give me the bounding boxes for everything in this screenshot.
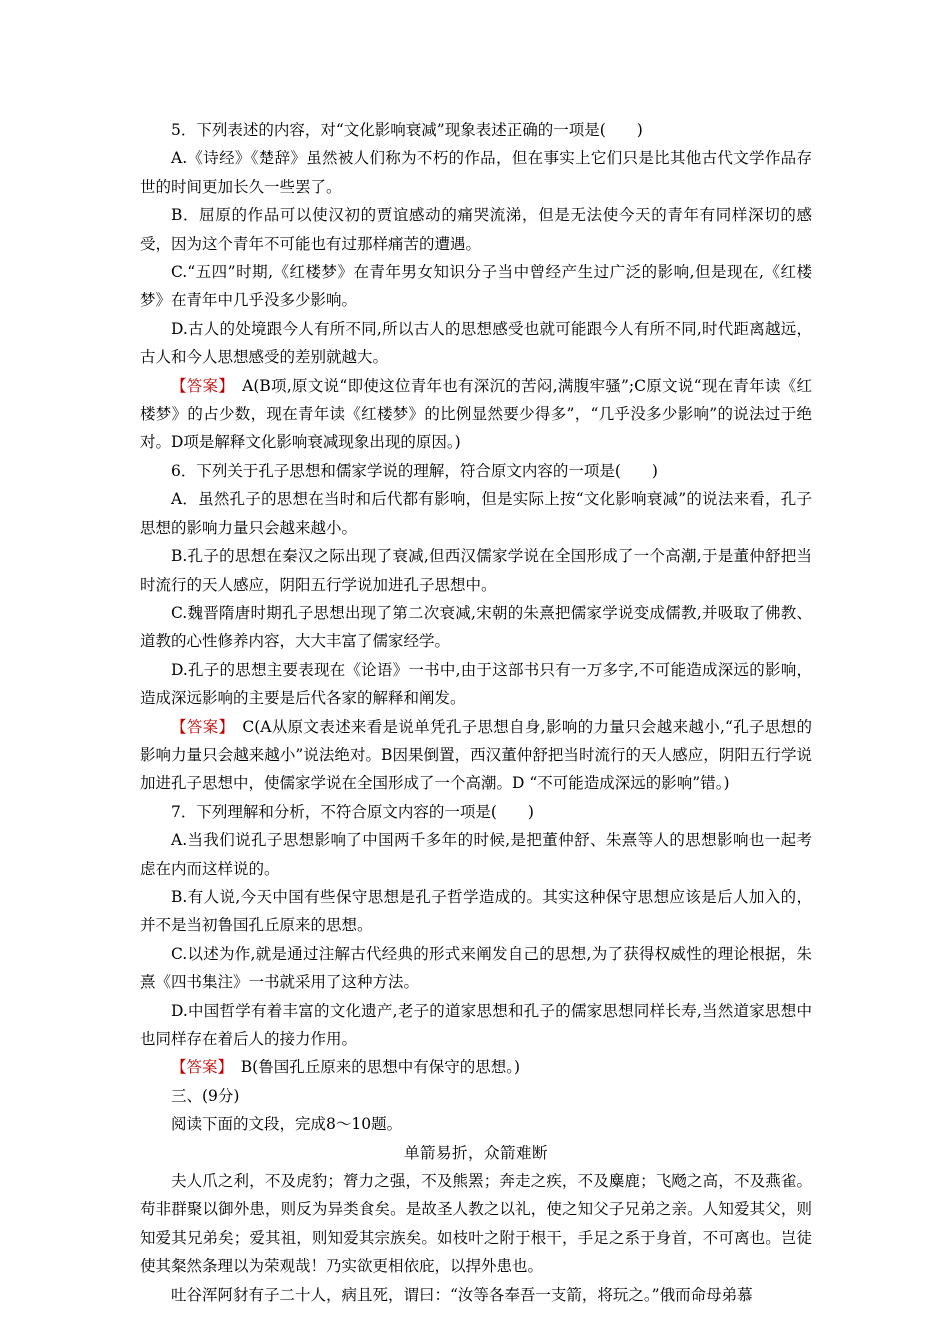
question-7-stem: 7．下列理解和分析，不符合原文内容的一项是( ): [171, 802, 534, 821]
question-5-option-d: D.古人的处境跟今人有所不同,所以古人的思想感受也就可能跟今人有所不同,时代距离越远，古人和今人思想感受的差别就越大。: [140, 319, 812, 367]
passage-paragraph-2: 吐谷浑阿豺有子二十人，病且死，谓曰：“汝等各奉吾一支箭，将玩之。”俄而命母弟慕: [171, 1285, 753, 1304]
question-6-option-c: C.魏晋隋唐时期孔子思想出现了第二次衰减,宋朝的朱熹把儒家学说变成儒教,并吸取了佛教、道教的心性修养内容，大大丰富了儒家经学。: [140, 603, 812, 651]
question-7-option-a: A.当我们说孔子思想影响了中国两千多年的时候,是把董仲舒、朱熹等人的思想影响也一起考虑在内而这样说的。: [140, 831, 812, 878]
answer-tag: 【答案】: [171, 717, 227, 736]
answer-tag: 【答案】: [171, 376, 227, 395]
reading-instruction: 阅读下面的文段，完成8～10题。: [171, 1115, 403, 1134]
passage-paragraph-1: 夫人爪之利，不及虎豹；膂力之强，不及熊罴；奔走之疾，不及麋鹿；飞飏之高，不及燕雀。苟非群聚以御外患，则反为异类食矣。是故圣人教之以礼，使之知父子兄弟之亲。人知爱其父，则知爱其兄弟矣；爱其祖，则知爱其宗族矣。如枝叶之附于根干，手足之系于身首，不可离也。岂徒使其粲然条理以为荣观哉！乃实欲更相依庇，以捍外患也。: [140, 1172, 812, 1276]
question-6-option-a: A．虽然孔子的思想在当时和后代都有影响，但是实际上按“文化影响衰减”的说法来看，孔子思想的影响力量只会越来越小。: [140, 490, 812, 537]
question-7-option-b: B.有人说,今天中国有些保守思想是孔子哲学造成的。其实这种保守思想应该是后人加入的，并不是当初鲁国孔丘原来的思想。: [140, 887, 812, 935]
question-5-option-a: A.《诗经》《楚辞》虽然被人们称为不朽的作品，但在事实上它们只是比其他古代文学作品存世的时间更加长久一些罢了。: [140, 149, 812, 196]
question-7-option-c: C.以述为作,就是通过注解古代经典的形式来阐发自己的思想,为了获得权威性的理论根据，朱熹《四书集注》一书就采用了这种方法。: [140, 944, 812, 992]
question-5-answer: [140, 372, 812, 457]
question-6-option-d: D.孔子的思想主要表现在《论语》一书中,由于这部书只有一万多字,不可能造成深远的影响，造成深远影响的主要是后代各家的解释和阐发。: [140, 660, 812, 708]
section-heading: 三、(9分): [171, 1086, 240, 1105]
answer-text: B(鲁国孔丘原来的思想中有保守的思想。): [225, 1058, 521, 1077]
question-5-stem: 5．下列表述的内容，对“文化影响衰减”现象表述正确的一项是( ): [171, 121, 643, 139]
question-6-option-b: B.孔子的思想在秦汉之际出现了衰减,但西汉儒家学说在全国形成了一个高潮,于是董仲舒把当时流行的天人感应，阴阳五行学说加进孔子思想中。: [140, 547, 812, 594]
question-5-option-b: B．屈原的作品可以使汉初的贾谊感动的痛哭流涕，但是无法使今天的青年有同样深切的感受，因为这个青年不可能也有过那样痛苦的遭遇。: [140, 206, 812, 253]
question-6-answer: [140, 713, 812, 798]
question-7-option-d: D.中国哲学有着丰富的文化遗产,老子的道家思想和孔子的儒家思想同样长寿,当然道家思想中也同样存在着后人的接力作用。: [140, 1001, 812, 1048]
answer-text: C(A从原文表述来看是说单凭孔子思想自身,影响的力量只会越来越小,“孔子思想的影响力量只会越来越小”说法绝对。B因果倒置，西汉董仲舒把当时流行的天人感应，阴阳五行学说加进孔子思想中，使儒家学说在全国形成了一个高潮。D “不可能造成深远的影响”错。): [140, 717, 812, 793]
answer-tag: 【答案】: [171, 1058, 226, 1077]
question-6-stem: 6．下列关于孔子思想和儒家学说的理解，符合原文内容的一项是( ): [171, 461, 658, 480]
question-5-option-c: C.“五四”时期,《红楼梦》在青年男女知识分子当中曾经产生过广泛的影响,但是现在,《红楼梦》在青年中几乎没多少影响。: [140, 263, 812, 310]
passage-title: 单箭易折，众箭难断: [403, 1143, 548, 1162]
document-body: [140, 116, 812, 1309]
question-7-answer: [140, 1053, 812, 1081]
answer-text: A(B项,原文说“即使这位青年也有深沉的苦闷,满腹牢骚”;C原文说“现在青年读《红楼梦》的占少数，现在青年读《红楼梦》的比例显然要少得多”，“几乎没多少影响”的说法过于绝对。D项是解释文化影响衰减现象出现的原因。): [140, 376, 812, 452]
